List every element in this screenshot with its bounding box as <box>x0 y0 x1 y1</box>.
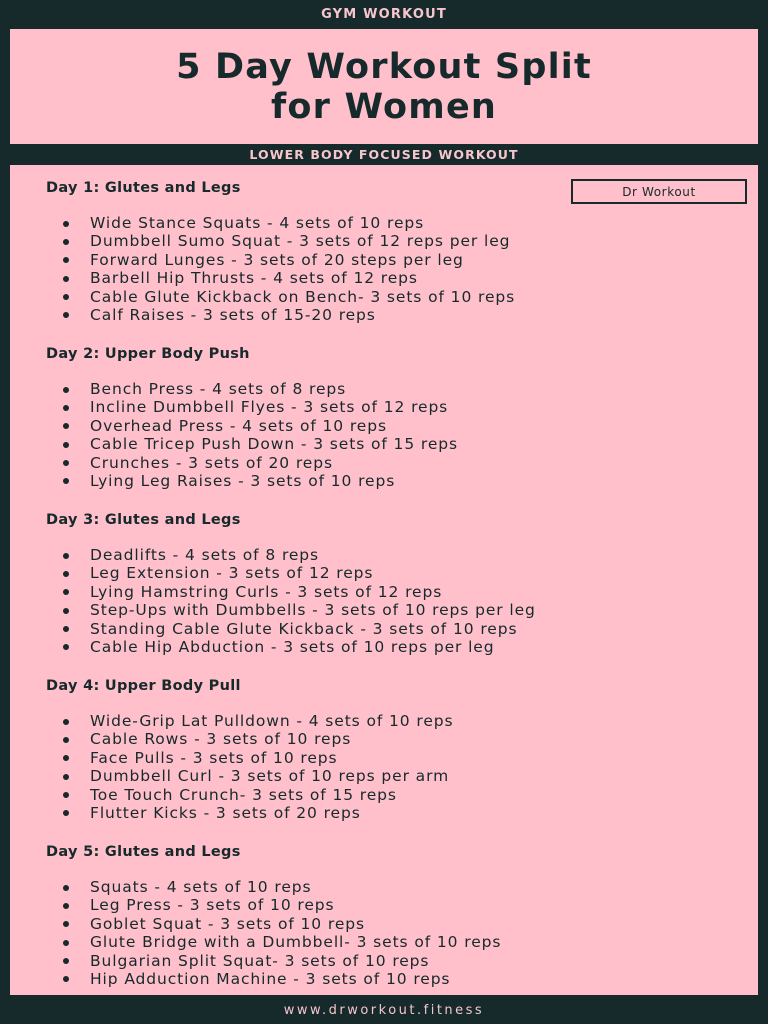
exercise-item: Dumbbell Curl - 3 sets of 10 reps per arm <box>46 767 736 785</box>
exercise-item: Crunches - 3 sets of 20 reps <box>46 454 736 472</box>
exercise-item: Goblet Squat - 3 sets of 10 reps <box>46 915 736 933</box>
exercise-item: Wide Stance Squats - 4 sets of 10 reps <box>46 214 736 232</box>
day-1-section <box>46 178 736 324</box>
day-5-title: Day 5: Glutes and Legs <box>46 844 241 860</box>
exercise-item: Hip Adduction Machine - 3 sets of 10 reps <box>46 970 736 988</box>
exercise-item: Bulgarian Split Squat- 3 sets of 10 reps <box>46 952 736 970</box>
day-2-exercise-list <box>46 380 736 490</box>
exercise-item: Face Pulls - 3 sets of 10 reps <box>46 749 736 767</box>
exercise-item: Cable Hip Abduction - 3 sets of 10 reps per leg <box>46 638 736 656</box>
day-3-exercise-list <box>46 546 736 656</box>
exercise-item: Incline Dumbbell Flyes - 3 sets of 12 reps <box>46 398 736 416</box>
day-1-title: Day 1: Glutes and Legs <box>46 180 241 196</box>
subtitle-banner <box>0 144 768 164</box>
footer-banner <box>0 996 768 1024</box>
exercise-item: Leg Extension - 3 sets of 12 reps <box>46 564 736 582</box>
exercise-item: Flutter Kicks - 3 sets of 20 reps <box>46 804 736 822</box>
exercise-item: Cable Glute Kickback on Bench- 3 sets of 10 reps <box>46 288 736 306</box>
day-4-exercise-list <box>46 712 736 822</box>
top-banner <box>0 0 768 28</box>
day-5-exercise-list <box>46 878 736 988</box>
title-line-1: 5 Day Workout Split <box>176 46 592 87</box>
day-2-section <box>46 344 736 490</box>
exercise-item: Lying Leg Raises - 3 sets of 10 reps <box>46 472 736 490</box>
day-4-title: Day 4: Upper Body Pull <box>46 678 241 694</box>
exercise-item: Squats - 4 sets of 10 reps <box>46 878 736 896</box>
exercise-item: Dumbbell Sumo Squat - 3 sets of 12 reps per leg <box>46 232 736 250</box>
page-title <box>176 47 592 127</box>
exercise-item: Deadlifts - 4 sets of 8 reps <box>46 546 736 564</box>
exercise-item: Standing Cable Glute Kickback - 3 sets of 10 reps <box>46 620 736 638</box>
workout-content <box>10 165 758 995</box>
exercise-item: Overhead Press - 4 sets of 10 reps <box>46 417 736 435</box>
day-3-title: Day 3: Glutes and Legs <box>46 512 241 528</box>
exercise-item: Cable Tricep Push Down - 3 sets of 15 reps <box>46 435 736 453</box>
exercise-item: Calf Raises - 3 sets of 15-20 reps <box>46 306 736 324</box>
exercise-item: Bench Press - 4 sets of 8 reps <box>46 380 736 398</box>
day-4-section <box>46 676 736 822</box>
day-2-title: Day 2: Upper Body Push <box>46 346 250 362</box>
day-5-section <box>46 842 736 988</box>
brand-badge: Dr Workout <box>571 179 747 204</box>
exercise-item: Barbell Hip Thrusts - 4 sets of 12 reps <box>46 269 736 287</box>
exercise-item: Lying Hamstring Curls - 3 sets of 12 reps <box>46 583 736 601</box>
exercise-item: Glute Bridge with a Dumbbell- 3 sets of 10 reps <box>46 933 736 951</box>
footer-url: www.drworkout.fitness <box>283 1002 485 1018</box>
exercise-item: Cable Rows - 3 sets of 10 reps <box>46 730 736 748</box>
exercise-item: Step-Ups with Dumbbells - 3 sets of 10 reps per leg <box>46 601 736 619</box>
day-1-exercise-list <box>46 214 736 324</box>
exercise-item: Forward Lunges - 3 sets of 20 steps per leg <box>46 251 736 269</box>
exercise-item: Toe Touch Crunch- 3 sets of 15 reps <box>46 786 736 804</box>
exercise-item: Leg Press - 3 sets of 10 reps <box>46 896 736 914</box>
subtitle-label: LOWER BODY FOCUSED WORKOUT <box>249 146 519 162</box>
exercise-item: Wide-Grip Lat Pulldown - 4 sets of 10 reps <box>46 712 736 730</box>
title-line-2: for Women <box>270 86 498 127</box>
title-panel <box>10 29 758 144</box>
day-3-section <box>46 510 736 656</box>
category-label: GYM WORKOUT <box>321 6 447 22</box>
